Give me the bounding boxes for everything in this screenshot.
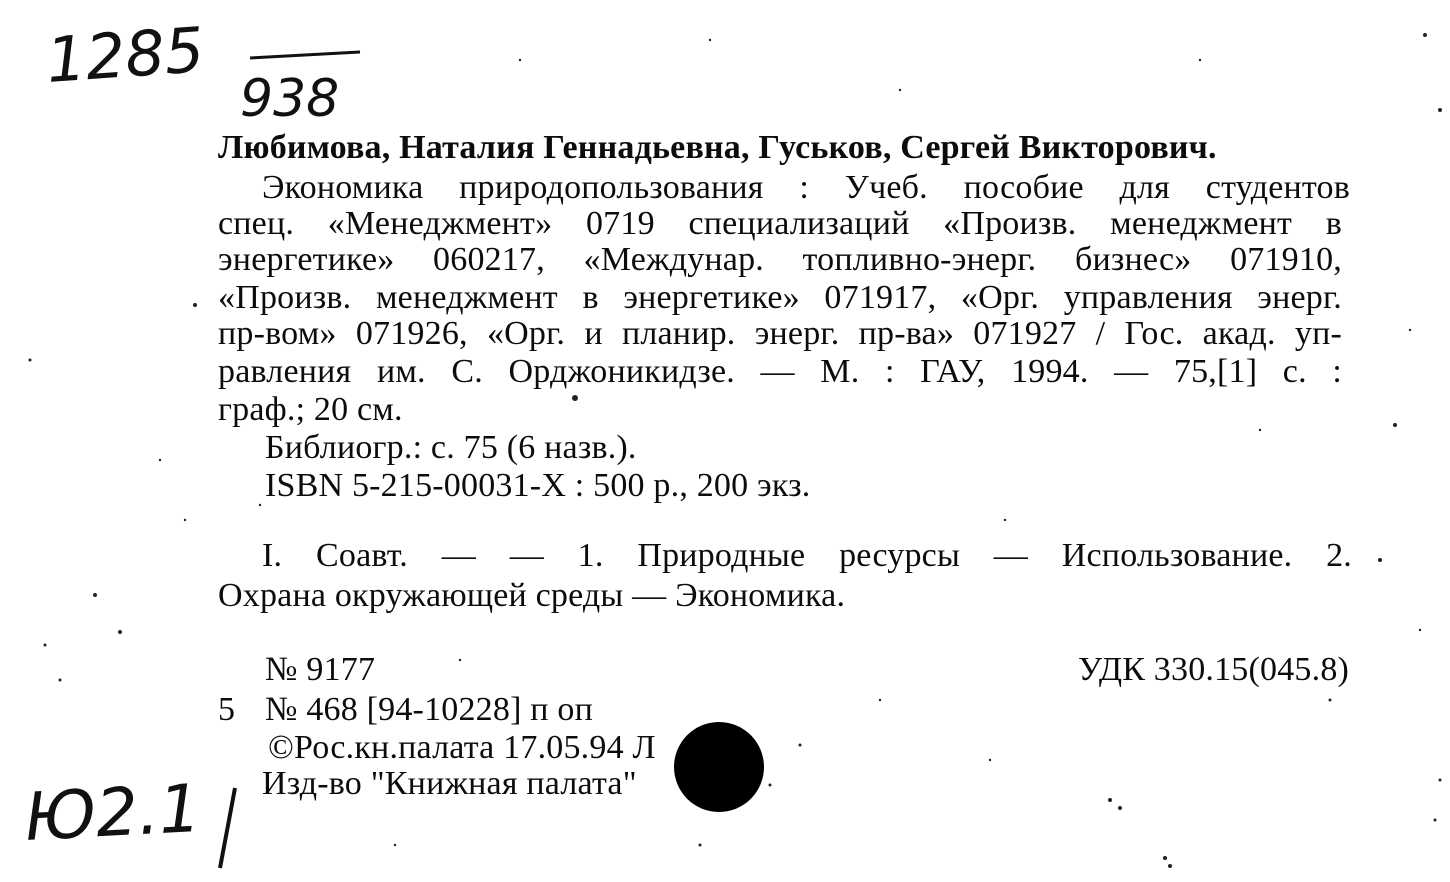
description-line-3: энергетике» 060217, «Междунар. топливно-энерг. бизнес» 071910, <box>218 241 1342 278</box>
book-chamber-copyright: ©Рос.кн.палата 17.05.94 Л <box>268 729 656 766</box>
registration-number: № 468 [94-10228] п оп <box>265 691 593 728</box>
description-line-4: «Произв. менеджмент в энергетике» 071917, «Орг. управления энерг. <box>218 279 1342 316</box>
bibliography-note: Библиогр.: с. 75 (6 назв.). <box>265 429 637 466</box>
subject-line-2: Охрана окружающей среды — Экономика. <box>218 577 846 614</box>
card-punch-hole <box>674 722 764 812</box>
subject-line-1: I. Соавт. — — 1. Природные ресурсы — Использование. 2. <box>262 537 1352 574</box>
handwritten-classification <box>20 770 260 870</box>
handwritten-sub-number: 938 <box>240 69 340 128</box>
description-line-2: спец. «Менеджмент» 0719 специализаций «Произв. менеджмент в <box>218 205 1342 242</box>
isbn-line: ISBN 5-215-00031-X : 500 р., 200 экз. <box>265 467 811 504</box>
card-number: № 9177 <box>265 651 376 688</box>
handwritten-bottom-number: Ю2.1 <box>22 770 203 856</box>
description-line-7: граф.; 20 см. <box>218 391 403 428</box>
description-line-5: пр-вом» 071926, «Орг. и планир. энерг. пр-ва» 071927 / Гос. акад. уп- <box>218 315 1342 352</box>
handwritten-top-number: 1285 <box>43 13 207 97</box>
publisher-imprint: Изд-во "Книжная палата" <box>262 765 637 802</box>
udc-code: УДК 330.15(045.8) <box>1078 651 1350 688</box>
description-line-6: равления им. С. Орджоникидзе. — М. : ГАУ, 1994. — 75,[1] с. : <box>218 353 1342 390</box>
author-heading: Любимова, Наталия Геннадьевна, Гуськов, Сергей Викторович. <box>218 129 1217 166</box>
handwritten-shelf-number <box>40 8 380 128</box>
margin-digit: 5 <box>218 691 236 728</box>
description-line-1: Экономика природопользования : Учеб. пособие для студентов <box>262 169 1350 206</box>
